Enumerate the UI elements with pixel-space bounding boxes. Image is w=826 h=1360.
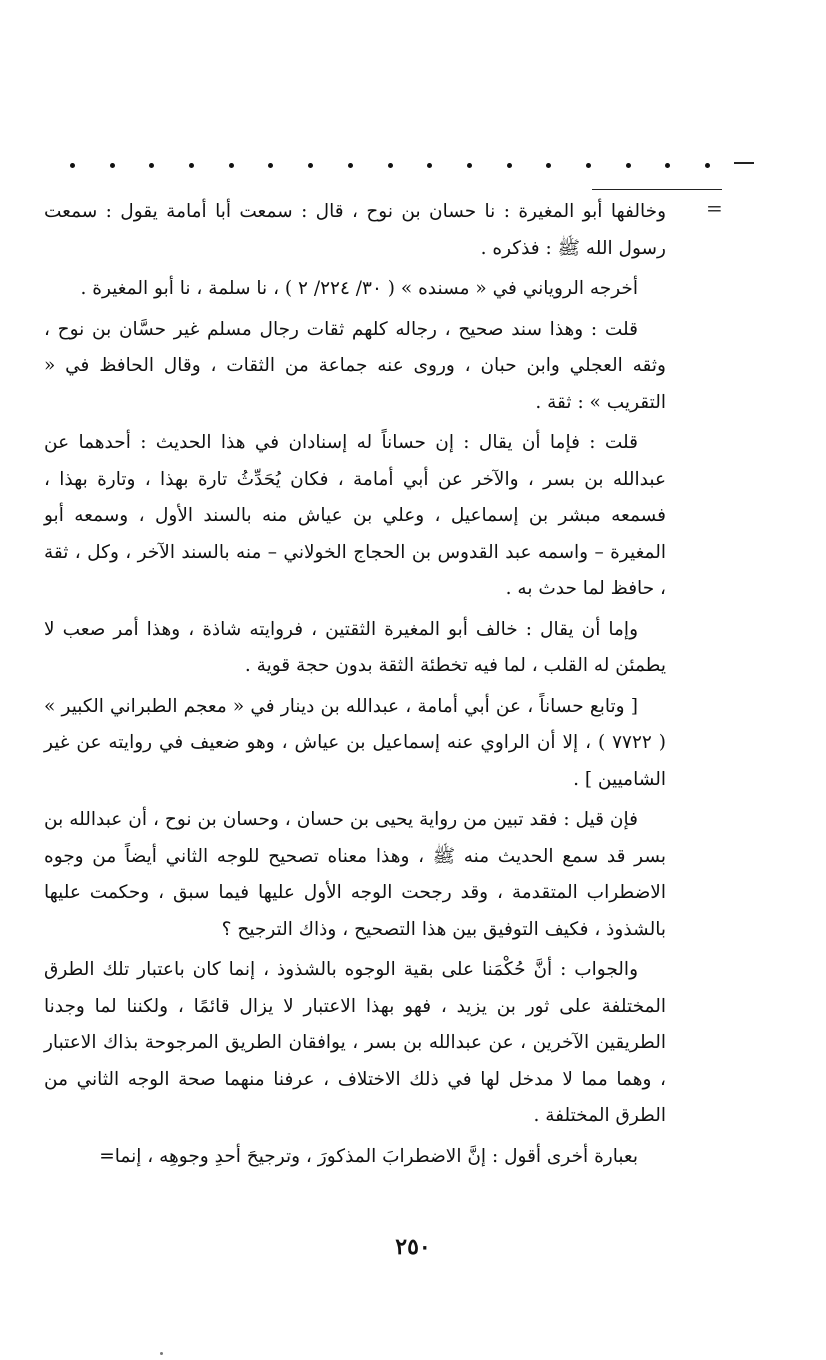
header-dot [388,163,393,168]
paragraph-3: قلت : وهذا سند صحيح ، رجاله كلهم ثقات رجال مسلم غير حسَّان بن نوح ، وثقه العجلي وابن حبان ، وروى عنه جماعة من الثقات ، وقال الحافظ في « التقريب » : ثقة . [44,318,666,413]
header-dot [268,163,273,168]
header-dot [149,163,154,168]
header-dot [348,163,353,168]
paragraph-9: بعبارة أخرى أقول : إنَّ الاضطرابَ المذكورَ ، وترجيحَ أحدِ وجوهِه ، إنما= [99,1145,638,1167]
header-dot [586,163,591,168]
header-dot [665,163,670,168]
header-dot [308,163,313,168]
header-dot [229,163,234,168]
main-text [44,194,666,1179]
header-dots [70,150,710,180]
continuation-mark: = [706,196,723,220]
page-number: ٢٥٠ [395,1234,431,1260]
header-dot [70,163,75,168]
header-dash [734,162,754,164]
footnote-separator-rule [592,189,722,190]
paragraph-1: وخالفها أبو المغيرة : نا حسان بن نوح ، قال : سمعت أبا أمامة يقول : سمعت رسول الله ﷺ : فذكره . [44,201,666,259]
header-dot [110,163,115,168]
paragraph-5: وإما أن يقال : خالف أبو المغيرة الثقتين ، فروايته شاذة ، وهذا أمر صعب لا يطمئن له القلب ، لما فيه تخطئة الثقة بدون حجة قوية . [44,618,666,676]
header-dot [189,163,194,168]
header-dot [467,163,472,168]
header-dot [626,163,631,168]
paragraph-4: قلت : فإما أن يقال : إن حساناً له إسنادان في هذا الحديث : أحدهما عن عبدالله بن بسر ، والآخر عن أبي أمامة ، فكان يُحَدِّثُ تارة بهذا ، وتارة بهذا ، فسمعه مبشر بن إسماعيل ، وعلي بن عياش منه بالسند الأول ، وسمعه أبو المغيرة – واسمه عبد القدوس بن الحجاج الخولاني – منه بالسند الآخر ، وكل ، ثقة ، حافظ لما حدث به . [44,432,666,599]
paragraph-6: [ وتابع حساناً ، عن أبي أمامة ، عبدالله بن دينار في « معجم الطبراني الكبير » ( ٧٧٢٢ ) ، إلا أن الراوي عنه إسماعيل بن عياش ، وهو ضعيف في روايته عن غير الشاميين ] . [44,695,666,790]
header-dot [507,163,512,168]
scan-speck [160,1352,163,1355]
header-dot [705,163,710,168]
paragraph-7: فإن قيل : فقد تبين من رواية يحيى بن حسان ، وحسان بن نوح ، أن عبدالله بن بسر قد سمع الحديث منه ﷺ ، وهذا معناه تصحيح للوجه الثاني أيضاً من وجوه الاضطراب المتقدمة ، وقد رجحت الوجه الأول عليها فيما سبق ، وحكمت عليها بالشذوذ ، فكيف التوفيق بين هذا التصحيح ، وذاك الترجيح ؟ [44,809,666,940]
paragraph-2: أخرجه الروياني في « مسنده » ( ٣٠/ ٢٢٤/ ٢ ) ، نا سلمة ، نا أبو المغيرة . [80,278,638,299]
header-dot [546,163,551,168]
header-dot [427,163,432,168]
paragraph-8: والجواب : أنَّ حُكْمَنا على بقية الوجوه بالشذوذ ، إنما كان باعتبار تلك الطرق المختلفة على ثور بن يزيد ، فهو بهذا الاعتبار لا يزال قائمًا ، ولكننا لما وجدنا الطريقين الآخرين ، عن عبدالله بن بسر ، يوافقان الطريق المرجوحة بذاك الاعتبار ، وهما مما لا مدخل لها في ذلك الاختلاف ، عرفنا منهما صحة الوجه الثاني من الطرق المختلفة . [44,959,666,1126]
